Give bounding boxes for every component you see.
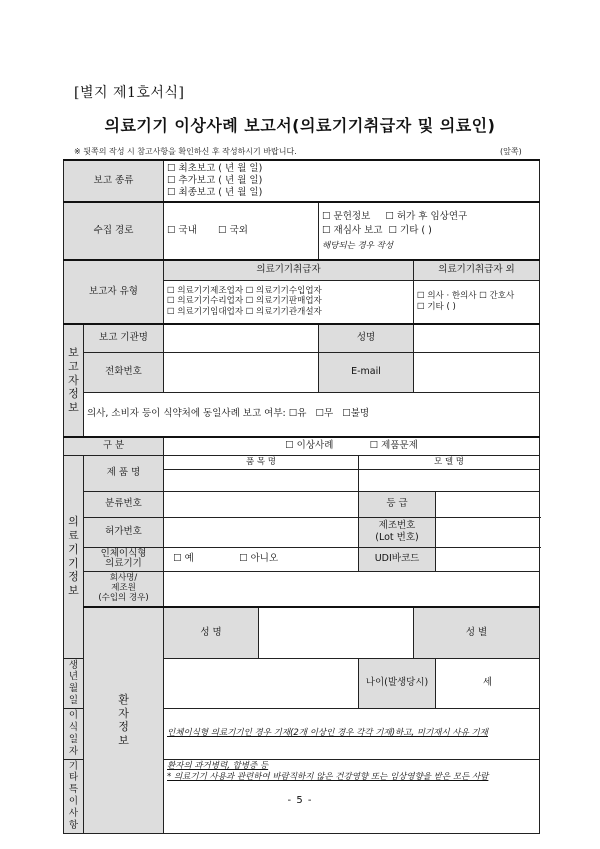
other-notes-hint-2: * 의료기기 사용과 관련하여 바람직하지 않은 건강영향 또는 임상영향을 받은 모든 사람	[167, 772, 489, 783]
handler-header: 의료기기취급자	[164, 260, 414, 280]
implant-no[interactable]: ☐ 아니오	[239, 553, 279, 565]
collection-literature[interactable]: ☐ 문헌정보	[322, 211, 371, 223]
patient-sex-label: 성 별	[414, 607, 540, 658]
reporter-email-label: E-mail	[319, 352, 414, 392]
implant-yes[interactable]: ☐ 예	[173, 553, 194, 565]
report-type-final[interactable]: ☐ 최종보고 ( 년 월 일)	[167, 186, 263, 198]
model-name-header: 모 델 명	[359, 455, 540, 469]
page-number: - 5 -	[287, 795, 313, 806]
patient-name-input[interactable]	[259, 607, 414, 658]
item-name-header: 품 목 명	[164, 455, 359, 469]
handler-options	[164, 280, 414, 324]
birth-date-label: 생년월일	[64, 658, 84, 709]
collection-reexamination[interactable]: ☐ 재심사 보고	[322, 224, 383, 236]
company-label: 회사명/ 제조원 (수입의 경우)	[84, 571, 164, 607]
category-options	[164, 437, 540, 455]
report-type-initial[interactable]: ☐ 최초보고 ( 년 월 일)	[167, 163, 263, 175]
udi-barcode-input[interactable]	[436, 547, 540, 571]
reporter-type-label: 보고자 유형	[64, 260, 164, 324]
reporter-org-label: 보고 기관명	[84, 324, 164, 352]
report-type-additional[interactable]: ☐ 추가보고 ( 년 월 일)	[167, 175, 263, 187]
collection-extra-options	[319, 202, 540, 260]
form-number-label: [별지 제1호서식]	[74, 85, 185, 101]
classification-no-label: 분류번호	[84, 491, 164, 517]
duplicate-yes[interactable]: ☐유	[288, 408, 307, 420]
reporter-name-input[interactable]	[414, 324, 540, 352]
category-adverse-event[interactable]: ☐ 이상사례	[285, 440, 334, 452]
collection-hint: 해당되는 경우 작성	[322, 240, 394, 251]
collection-route-label: 수집 경로	[64, 202, 164, 260]
grade-input[interactable]	[436, 491, 540, 517]
non-handler-options	[414, 280, 540, 324]
report-form-table	[63, 159, 540, 834]
reporter-org-input[interactable]	[164, 324, 319, 352]
item-name-input[interactable]	[164, 469, 359, 491]
patient-info-side-label: 환 자 정 보	[84, 607, 164, 833]
handler-options-row-2[interactable]: ☐ 의료기기수리업자 ☐ 의료기기판매업자	[167, 296, 322, 307]
report-type-label: 보고 종류	[64, 160, 164, 202]
collection-post-approval-study[interactable]: ☐ 허가 후 임상연구	[385, 211, 468, 223]
lot-no-label: 제조번호 (Lot 번호)	[359, 517, 436, 547]
reporter-email-input[interactable]	[414, 352, 540, 392]
non-handler-options-row-2[interactable]: ☐ 기타 ( )	[417, 301, 456, 312]
reporter-name-label: 성명	[319, 324, 414, 352]
classification-no-input[interactable]	[164, 491, 359, 517]
page-side-note: (앞쪽)	[500, 147, 522, 156]
patient-name-label: 성 명	[164, 607, 259, 658]
age-input[interactable]	[436, 658, 540, 709]
product-name-label: 제 품 명	[84, 455, 164, 491]
permit-no-label: 허가번호	[84, 517, 164, 547]
model-name-input[interactable]	[359, 469, 540, 491]
duplicate-report-question: 의사, 소비자 등이 식약처에 동일사례 보고 여부: ☐유 ☐무 ☐불명	[84, 392, 540, 437]
duplicate-unknown[interactable]: ☐불명	[342, 408, 370, 420]
device-info-side-label: 의 료 기 기 정 보	[64, 455, 84, 658]
category-label: 구 분	[64, 437, 164, 455]
collection-foreign[interactable]: ☐ 국외	[218, 225, 248, 237]
document-title: 의료기기 이상사례 보고서(의료기기취급자 및 의료인)	[104, 116, 496, 135]
collection-domestic[interactable]: ☐ 국내	[167, 225, 197, 237]
reporter-phone-label: 전화번호	[84, 352, 164, 392]
company-input[interactable]	[164, 571, 540, 607]
collection-domestic-foreign	[164, 202, 319, 260]
udi-barcode-label: UDI바코드	[359, 547, 436, 571]
handler-options-row-3[interactable]: ☐ 의료기기임대업자 ☐ 의료기기관개설자	[167, 307, 322, 318]
implant-date-hint[interactable]: 인체이식형 의료기기인 경우 기재(2개 이상인 경우 각각 기재)하고, 미기재시 사유 기재	[164, 709, 540, 760]
handler-options-row-1[interactable]: ☐ 의료기기제조업자 ☐ 의료기기수입업자	[167, 285, 322, 296]
instruction-note: ※ 뒷쪽의 작성 시 참고사항을 확인하신 후 작성하시기 바랍니다.	[74, 147, 297, 156]
age-label: 나이(발생당시)	[359, 658, 436, 709]
reporter-info-side-label: 보 고 자 정 보	[64, 324, 84, 437]
implant-device-label: 인체이식형 의료기기	[84, 547, 164, 571]
birth-date-input[interactable]	[164, 658, 359, 709]
collection-other[interactable]: ☐ 기타 ( )	[388, 224, 432, 236]
report-type-options	[164, 160, 540, 202]
age-unit: 세	[482, 677, 493, 689]
grade-label: 등 급	[359, 491, 436, 517]
lot-no-input[interactable]	[436, 517, 540, 547]
duplicate-no[interactable]: ☐무	[315, 408, 334, 420]
implant-device-options	[164, 547, 359, 571]
implant-date-label: 이식일자	[64, 709, 84, 760]
reporter-phone-input[interactable]	[164, 352, 319, 392]
category-product-issue[interactable]: ☐ 제품문제	[369, 440, 418, 452]
non-handler-header: 의료기기취급자 외	[414, 260, 540, 280]
other-notes-label: 기타 특이사항	[64, 759, 84, 833]
permit-no-input[interactable]	[164, 517, 359, 547]
non-handler-options-row-1[interactable]: ☐ 의사 · 한의사 ☐ 간호사	[417, 291, 515, 302]
other-notes-hint-1: 환자의 과거병력, 합병증 등	[167, 760, 269, 771]
